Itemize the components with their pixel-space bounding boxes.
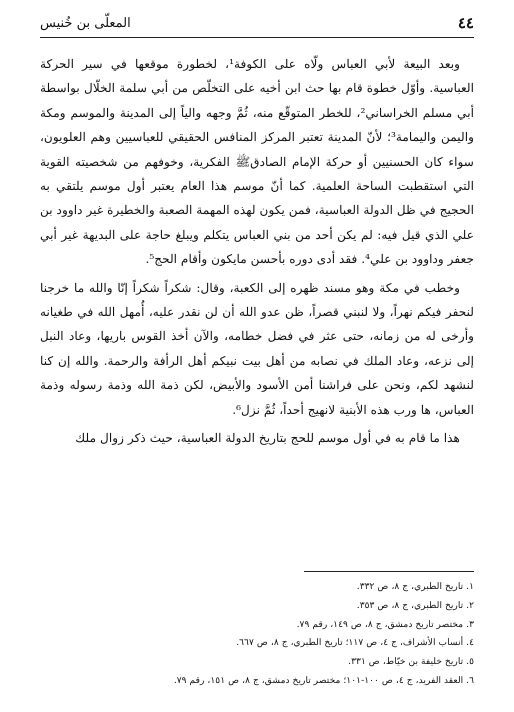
body-text — [40, 52, 474, 455]
footnotes-rule — [304, 571, 474, 572]
footnote-item: ٥. تاريخ خليفة بن خيّاط، ص ٣٣١. — [348, 656, 474, 668]
page-header — [40, 14, 474, 34]
footnote-item: ٢. تاريخ الطبري، ج ٨، ص ٣٥٣. — [356, 599, 474, 611]
footnote-item: ٤. أنساب الأشراف، ج ٤، ص ١١٧؛ تاريخ الطبري، ج ٨، ص ٦٦٧. — [236, 637, 474, 649]
paragraph: هذا ما قام به في أول موسم للحج بتاريخ الدولة العباسية، حيث ذكر زوال ملك — [75, 431, 460, 446]
footnote-item: ٦. العقد الفريد، ج ٤، ص ١٠٠-١٠١؛ مختصر تاريخ دمشق، ج ٨، ص ١٥١، رقم ٧٩. — [173, 674, 474, 686]
footnotes — [40, 578, 474, 691]
header-rule — [40, 37, 474, 38]
page-number: ٤٤ — [457, 14, 474, 32]
footnote-item: ١. تاريخ الطبري، ج ٨، ص ٣٣٢. — [356, 581, 474, 592]
paragraph: وبعد البيعة لأبي العباس ولّاه على الكوفة¹، لخطورة موقعها في سير الحركة العباسية. وأوّل خطوة قام بها حث ابن أخيه على التخلّص من أبي سلمة الخلّال بواسطة أبي مسلم الخراساني²، للخطر المتوقّع منه، ثُمَّ وجهه والياً إلى المدينة والموسم ومكة واليمن واليمامة³؛ لأنّ المدينة تعتبر المركز المنافس الحقيقي للعباسيين وهم العلويون، سواء كان الحسنيين أو حركة الإمام الصادقﷺ الفكرية، وخوفهم من شخصيته القوية التي استقطبت الساحة العلمية. كما أنّ موسم هذا العام يعتبر أول موسم يلتقي به الحجيج في ظل الدولة العباسية، فمن يكون لهذه المهمة الصعبة والخطيرة غير داوود بن علي الذي قيل فيه: لم يكن أحد من بني العباس يتكلم ويبلغ حاجة على البديهة غير أبي جعفر وداوود بن علي⁴. فقد أدى دوره بأحسن مايكون وأقام الحج⁵. — [40, 57, 474, 267]
running-title: المعلّى بن خُنيس — [40, 16, 131, 31]
footnote-item: ٣. مختصر تاريخ دمشق، ج ٨، ص ١٤٩، رقم ٧٩. — [296, 618, 474, 630]
paragraph: وخطب في مكة وهو مسند ظهره إلى الكعبة، وقال: شكراً شكراً إنّا والله ما خرجنا لنحفر فيكم نهراً، ولا لنبني قصراً، ظن عدو الله أن لن نقدر عليه، أُمهل الله في طغيانه وأرخى له من زمانه، حتى عثر في فضل خطامه، والآن أخذ القوس باريها، وعاد النبل إلى نزعه، وعاد الملك في نصابه من أهل بيت نبيكم أهل الرأفة والرحمة. والله إن كنا لنشهد لكم، ونحن على فراشنا أمن الأسود والأبيض، لكن ذمة الله وذمة رسوله وذمة العباس، ها ورب هذه الأبنية لانهيج أحداً، ثُمَّ نزل⁶. — [40, 280, 474, 417]
